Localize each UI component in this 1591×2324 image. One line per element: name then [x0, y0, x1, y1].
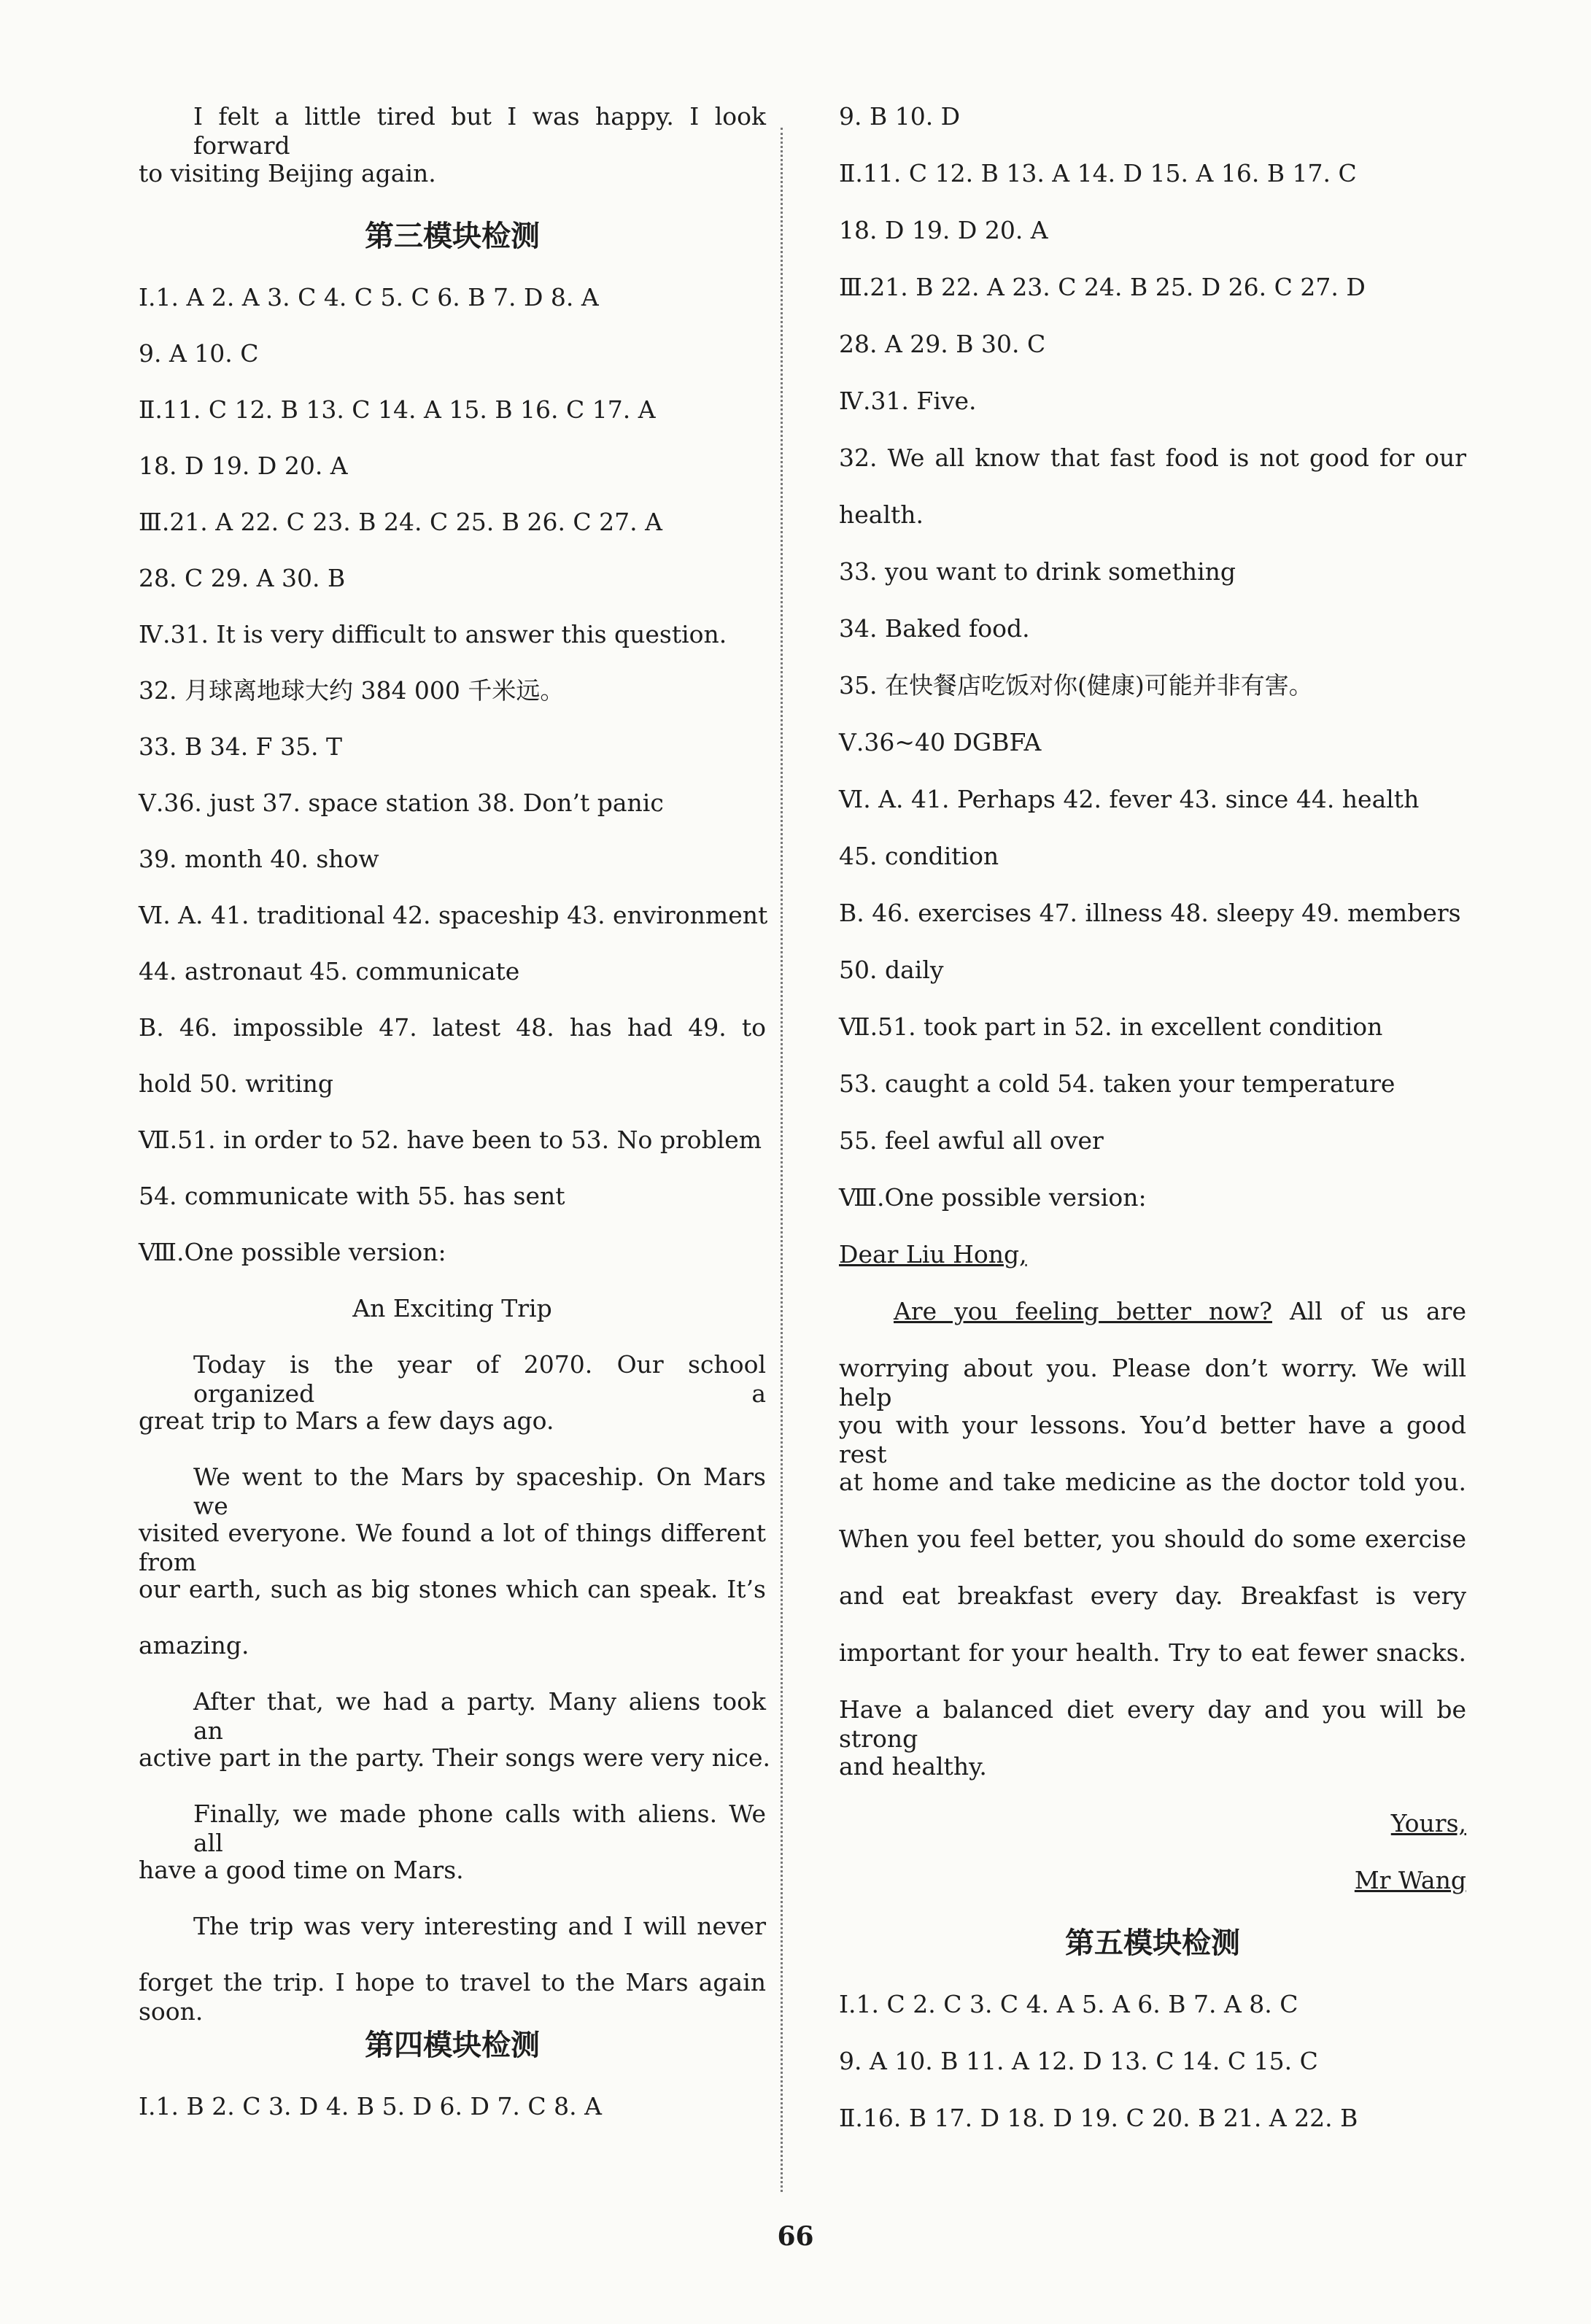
- right-line: 9. B 10. D: [839, 102, 961, 131]
- page-number: 66: [777, 2221, 814, 2252]
- left-line: Ⅴ.36. just 37. space station 38. Don’t panic: [139, 789, 664, 817]
- right-line: B. 46. exercises 47. illness 48. sleepy 49. members: [839, 899, 1461, 927]
- right-line: and eat breakfast every day. Breakfast is very: [839, 1581, 1466, 1610]
- right-line: health.: [839, 500, 924, 529]
- right-line: worrying about you. Please don’t worry. We will help: [839, 1354, 1466, 1411]
- right-line: Mr Wang: [1354, 1866, 1466, 1894]
- left-line: We went to the Mars by spaceship. On Mars we: [193, 1463, 766, 1520]
- right-line: When you feel better, you should do some exercise: [839, 1525, 1466, 1553]
- left-line: hold 50. writing: [139, 1069, 334, 1098]
- left-line: amazing.: [139, 1631, 249, 1659]
- left-line: Ⅰ.1. A 2. A 3. C 4. C 5. C 6. B 7. D 8. A: [139, 283, 599, 311]
- right-line: 28. A 29. B 30. C: [839, 330, 1046, 358]
- right-line: Ⅳ.31. Five.: [839, 387, 977, 415]
- right-line: Ⅴ.36~40 DGBFA: [839, 728, 1042, 756]
- left-line: Ⅶ.51. in order to 52. have been to 53. No problem: [139, 1126, 762, 1154]
- left-line: 28. C 29. A 30. B: [139, 564, 346, 592]
- left-essay-title: An Exciting Trip: [352, 1294, 552, 1322]
- left-line: 39. month 40. show: [139, 845, 379, 873]
- left-line: Ⅵ. A. 41. traditional 42. spaceship 43. environment: [139, 901, 768, 929]
- right-line: 55. feel awful all over: [839, 1126, 1104, 1155]
- left-line: visited everyone. We found a lot of things different from: [139, 1519, 766, 1576]
- right-line: Are you feeling better now? All of us are: [894, 1297, 1466, 1325]
- right-line: 34. Baked food.: [839, 614, 1030, 643]
- right-line: Ⅶ.51. took part in 52. in excellent condition: [839, 1012, 1383, 1041]
- left-line: have a good time on Mars.: [139, 1856, 464, 1884]
- right-line: Dear Liu Hong,: [839, 1240, 1027, 1268]
- left-line: I felt a little tired but I was happy. I look forward: [193, 102, 766, 160]
- left-line: B. 46. impossible 47. latest 48. has had 49. to: [139, 1013, 766, 1042]
- right-line: Have a balanced diet every day and you will be strong: [839, 1695, 1466, 1753]
- right-line: 45. condition: [839, 842, 999, 870]
- right-line: important for your health. Try to eat fewer snacks.: [839, 1638, 1466, 1667]
- right-line: Yours,: [1390, 1809, 1466, 1837]
- left-line: active part in the party. Their songs were very nice.: [139, 1743, 771, 1772]
- left-line: our earth, such as big stones which can speak. It’s: [139, 1575, 766, 1603]
- right-line: Ⅰ.1. C 2. C 3. C 4. A 5. A 6. B 7. A 8. C: [839, 1990, 1298, 2018]
- left-line: 9. A 10. C: [139, 339, 259, 368]
- right-line: Ⅱ.11. C 12. B 13. A 14. D 15. A 16. B 17. C: [839, 159, 1357, 187]
- left-line: 32. 月球离地球大约 384 000 千米远。: [139, 676, 565, 705]
- right-line: and healthy.: [839, 1752, 987, 1781]
- left-line: to visiting Beijing again.: [139, 159, 436, 187]
- left-line: 33. B 34. F 35. T: [139, 732, 343, 761]
- right-line: 35. 在快餐店吃饭对你(健康)可能并非有害。: [839, 671, 1313, 700]
- right-line: 53. caught a cold 54. taken your temperature: [839, 1069, 1395, 1098]
- right-line: 18. D 19. D 20. A: [839, 216, 1048, 244]
- left-section-title: 第四模块检测: [365, 2029, 540, 2062]
- right-section-title: 第五模块检测: [1065, 1926, 1240, 1960]
- left-line: After that, we had a party. Many aliens took an: [193, 1687, 766, 1745]
- left-line: 18. D 19. D 20. A: [139, 452, 348, 480]
- left-line: Ⅳ.31. It is very difficult to answer this question.: [139, 620, 727, 648]
- right-line: 32. We all know that fast food is not good for our: [839, 444, 1466, 472]
- left-section-title: 第三模块检测: [365, 220, 540, 253]
- right-line: at home and take medicine as the doctor told you.: [839, 1468, 1466, 1496]
- left-line: Finally, we made phone calls with aliens. We all: [193, 1800, 766, 1857]
- left-line: Ⅰ.1. B 2. C 3. D 4. B 5. D 6. D 7. C 8. A: [139, 2092, 602, 2120]
- right-line: 50. daily: [839, 956, 944, 984]
- left-line: Ⅱ.11. C 12. B 13. C 14. A 15. B 16. C 17. A: [139, 395, 656, 424]
- right-line: Ⅵ. A. 41. Perhaps 42. fever 43. since 44. health: [839, 785, 1420, 813]
- left-line: forget the trip. I hope to travel to the Mars again soon.: [139, 1968, 766, 2026]
- left-line: Ⅷ.One possible version:: [139, 1238, 446, 1266]
- right-line: Ⅲ.21. B 22. A 23. C 24. B 25. D 26. C 27. D: [839, 273, 1366, 301]
- right-line: 33. you want to drink something: [839, 557, 1236, 586]
- left-line: Ⅲ.21. A 22. C 23. B 24. C 25. B 26. C 27. A: [139, 508, 662, 536]
- column-divider: [781, 128, 783, 2192]
- left-line: 54. communicate with 55. has sent: [139, 1182, 565, 1210]
- right-line: 9. A 10. B 11. A 12. D 13. C 14. C 15. C: [839, 2047, 1318, 2075]
- right-line: you with your lessons. You’d better have a good rest: [839, 1411, 1466, 1468]
- left-line: Today is the year of 2070. Our school organized a: [193, 1350, 766, 1408]
- right-line: Ⅱ.16. B 17. D 18. D 19. C 20. B 21. A 22. B: [839, 2104, 1358, 2132]
- right-line: Ⅷ.One possible version:: [839, 1183, 1147, 1212]
- left-line: 44. astronaut 45. communicate: [139, 957, 520, 985]
- left-line: great trip to Mars a few days ago.: [139, 1406, 554, 1435]
- left-line: The trip was very interesting and I will never: [193, 1912, 766, 1940]
